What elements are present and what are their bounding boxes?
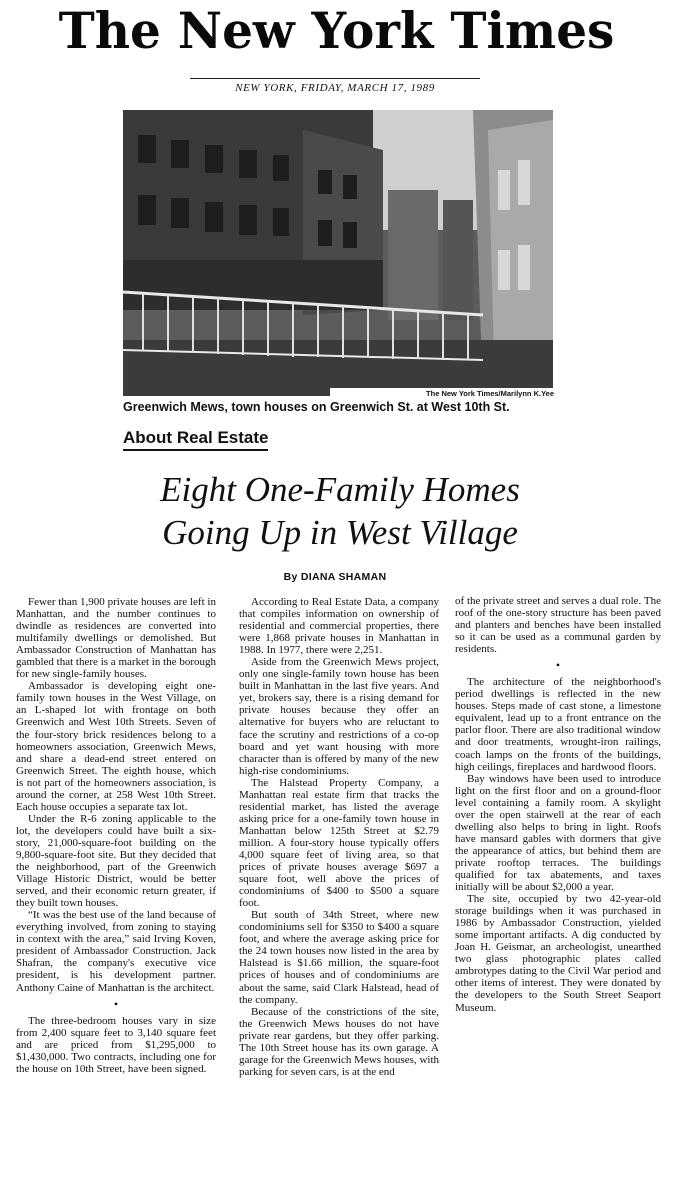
paragraph: The architecture of the neighborhood's period dwellings is reflected in the new houses. Steps made of cast stone, a limestone equivalent, lead up to a front entrance on the parlor floor. There are also traditional window and door treatments, wrought-iron railings, coach lamps on the fronts of the buildings, high ceilings, fireplaces and hardwood floors. xyxy=(455,676,661,773)
article-column-3 xyxy=(455,595,661,1014)
paragraph: The Halstead Property Company, a Manhattan real estate firm that tracks the residential market, has listed the average asking price for a one-family town house in Manhattan below 125th Street at $2.79 million. A four-story house typically offers 4,000 square feet of living area, so that prices of private houses average $697 a square foot, well above the prices of condominiums of $400 to $500 a square foot. xyxy=(239,776,439,910)
article-column-1 xyxy=(16,596,216,1075)
masthead: The New York Times xyxy=(58,1,615,60)
section-bullet: • xyxy=(113,996,119,1011)
paragraph: Because of the constrictions of the site, the Greenwich Mews houses do not have private rear gardens, but they offer parking. The 10th Street house has its own garage. A garage for the Greenwich Mews houses, with parking for seven cars, is at the end xyxy=(239,1005,439,1078)
article-photo xyxy=(123,110,553,396)
headline xyxy=(90,468,590,554)
paragraph: of the private street and serves a dual role. The roof of the one-story structure has been paved and planters and benches have been installed so it can be used as a communal garden by residents. xyxy=(455,595,661,656)
paragraph: Ambassador is developing eight one-family town houses in the West Village, on an L-shaped lot with frontage on both Greenwich and West 10th Streets. Seven of the four-story brick residences belong to a homeowners association, Greenwich Mews, and share a dead-end street entered on Greenwich Street. The eighth house, which is not part of the homeowners association, is around the corner, at 258 West 10th Street. Each house occupies a separate tax lot. xyxy=(16,680,216,813)
dateline: NEW YORK, FRIDAY, MARCH 17, 1989 xyxy=(190,78,480,94)
photo-caption: Greenwich Mews, town houses on Greenwich St. at West 10th St. xyxy=(123,400,510,414)
paragraph: “It was the best use of the land because of everything involved, from zoning to staying in context with the area,” said Irving Koven, president of Ambassador Construction. Jack Shafran, the company's executive vice president, is his development partner. Anthony Caine of Manhattan is the architect. xyxy=(16,909,216,994)
photo-credit: The New York Times/Marilynn K.Yee xyxy=(330,388,556,399)
paragraph: The site, occupied by two 42-year-old storage buildings when it was purchased in 1986 by Ambassador Construction, yielded some important artifacts. A dig conducted by Joan H. Geismar, an archeologist, unearthed two glass photographic plates called ambrotypes dating to the Civil War period and other items of interest. They were donated by the developers to the South Street Seaport Museum. xyxy=(455,893,661,1014)
section-bullet: • xyxy=(555,658,561,673)
townhouse-photo-illustration xyxy=(123,110,553,396)
headline-line-2: Going Up in West Village xyxy=(162,513,518,552)
paragraph: Fewer than 1,900 private houses are left in Manhattan, and the number continues to dwindle as residences are converted into multifamily dwellings or demolished. But Ambassador Construction of Manhattan has gambled that there is a market in the borough for new single-family houses. xyxy=(16,596,216,681)
byline: By DIANA SHAMAN xyxy=(283,571,387,583)
paragraph: The three-bedroom houses vary in size from 2,400 square feet to 3,140 square feet and are priced from $1,295,000 to $1,430,000. Two contracts, including one for the house on 10th Street, have been signed. xyxy=(16,1014,216,1075)
column-label: About Real Estate xyxy=(123,428,268,451)
paragraph: Aside from the Greenwich Mews project, only one single-family town house has been built in Manhattan in the last five years. And yet, brokers say, there is a rising demand for private houses because they offer an alternative for buyers who are reluctant to face the scrutiny and restrictions of a co-op board and yet want housing with more character than is offered by many of the new high-rise condominiums. xyxy=(239,656,439,777)
article-column-2 xyxy=(239,596,439,1078)
headline-line-1: Eight One-Family Homes xyxy=(160,470,520,509)
paragraph: But south of 34th Street, where new condominiums sell for $350 to $400 a square foot, and where the average asking price for the 24 town houses now listed in the area by Halstead is $1.66 million, the square-foot prices of houses and of condominiums are about the same, said Clark Halstead, head of the company. xyxy=(239,909,439,1006)
paragraph: Bay windows have been used to introduce light on the first floor and on a ground-floor level containing a family room. A skylight over the open stairwell at the rear of each dwelling also helps to bring in light. Roofs have mansard gables with dormers that give the appearance of attics, but behind them are private rooftop terraces. The buildings qualified for tax abatements, and taxes initially will be about $2,000 a year. xyxy=(455,772,661,894)
paragraph: Under the R-6 zoning applicable to the lot, the developers could have built a six-story, 21,000-square-foot building on the 9,800-square-foot site. But they decided that the neighborhood, part of the Greenwich Village Historic District, would be better served, and their economic return greater, if they built town houses. xyxy=(16,812,216,910)
paragraph: According to Real Estate Data, a company that compiles information on ownership of residential and commercial properties, there were 1,868 private houses in Manhattan in 1988. In 1977, there were 2,251. xyxy=(239,596,439,657)
